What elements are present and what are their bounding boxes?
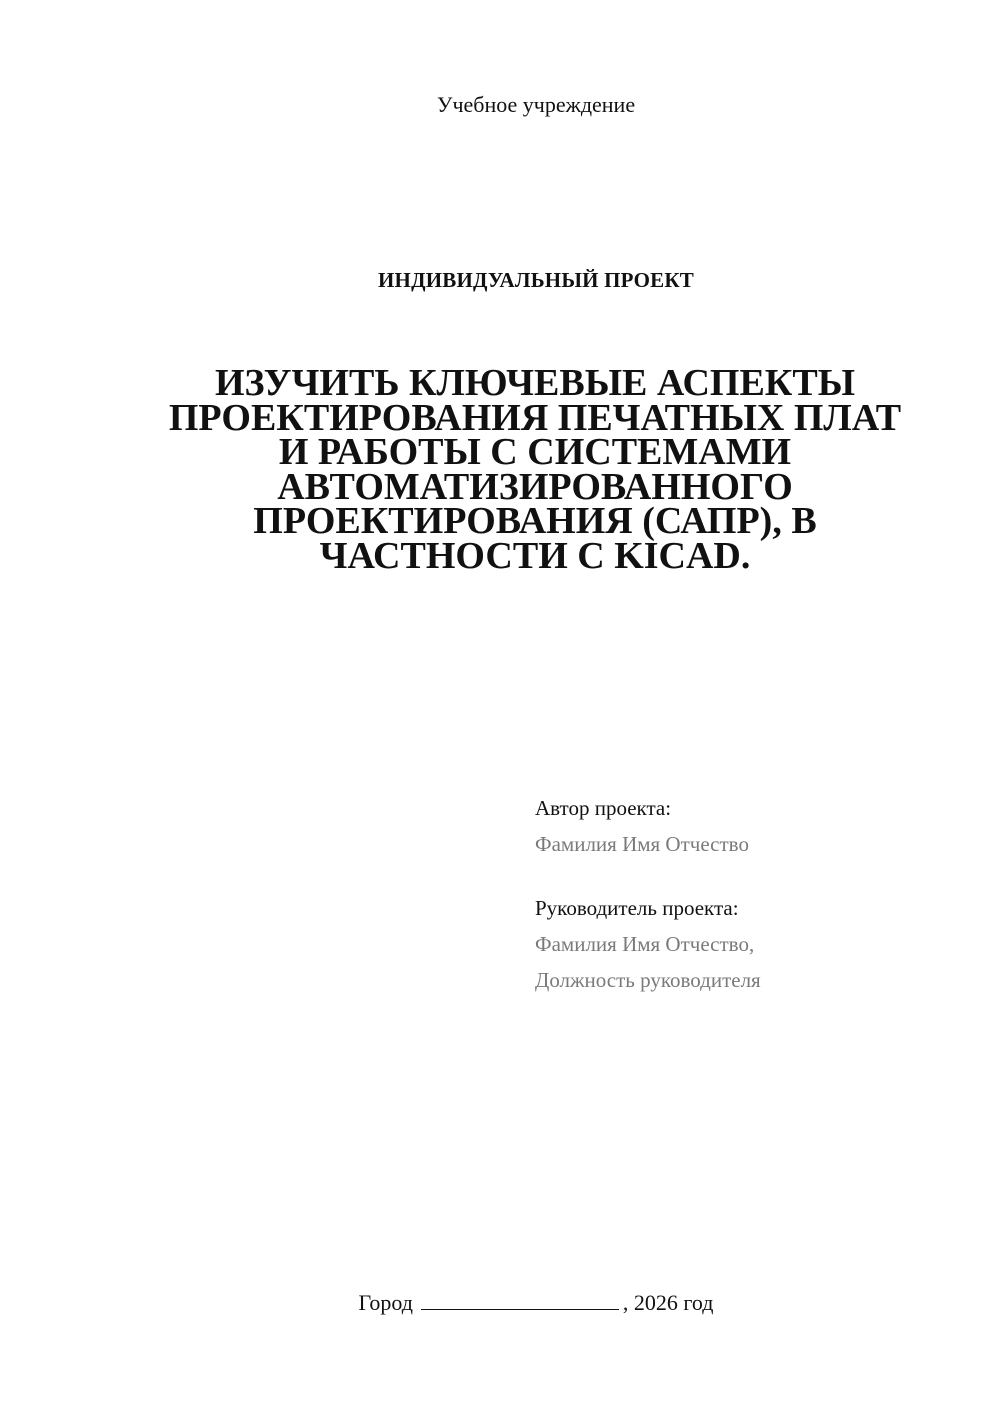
project-title-line: ПРОЕКТИРОВАНИЯ ПЕЧАТНЫХ ПЛАТ <box>168 396 902 439</box>
supervisor-position: Должность руководителя <box>535 968 761 992</box>
supervisor-label: Руководитель проекта: <box>535 896 739 920</box>
project-type-heading: ИНДИВИДУАЛЬНЫЙ ПРОЕКТ <box>378 268 694 292</box>
project-title-line: АВТОМАТИЗИРОВАННОГО <box>277 465 793 508</box>
project-title-line: И РАБОТЫ С СИСТЕМАМИ <box>278 431 792 473</box>
footer-city-year <box>0 1290 1000 1316</box>
city-blank-line <box>421 1290 619 1310</box>
project-title <box>140 362 930 577</box>
supervisor-name: Фамилия Имя Отчество, <box>535 932 755 956</box>
project-title-line: ПРОЕКТИРОВАНИЯ (САПР), В <box>253 500 817 542</box>
author-label: Автор проекта: <box>535 796 672 820</box>
credits-block <box>535 790 975 998</box>
project-title-line: ИЗУЧИТЬ КЛЮЧЕВЫЕ АСПЕКТЫ <box>214 362 856 404</box>
author-name: Фамилия Имя Отчество <box>535 832 749 856</box>
year-text: , 2026 год <box>622 1290 714 1315</box>
city-label: Город <box>358 1290 413 1315</box>
project-title-line: ЧАСТНОСТИ С KICAD. <box>319 534 751 577</box>
institution-name: Учебное учреждение <box>436 92 636 117</box>
